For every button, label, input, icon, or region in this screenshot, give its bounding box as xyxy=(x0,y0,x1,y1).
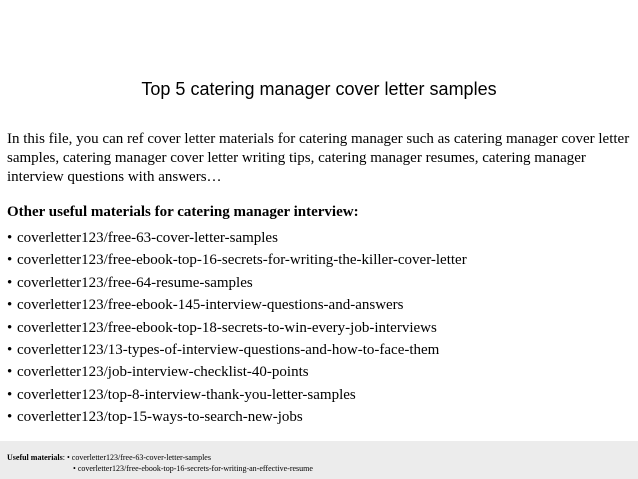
bullet-icon: • xyxy=(7,252,13,269)
footer-link[interactable]: coverletter123/free-63-cover-letter-samples xyxy=(71,453,211,462)
list-item[interactable] xyxy=(7,294,467,316)
footer-row xyxy=(7,452,211,463)
bullet-icon: • xyxy=(7,409,13,426)
page-title: Top 5 catering manager cover letter samples xyxy=(141,79,497,99)
intro-paragraph: In this file, you can ref cover letter materials for catering manager such as catering manager cover letter samples, catering manager cover letter writing tips, catering manager resumes, catering manager interview questions with answers… xyxy=(7,131,630,185)
material-link[interactable]: coverletter123/13-types-of-interview-questions-and-how-to-face-them xyxy=(17,341,440,358)
material-link[interactable]: coverletter123/free-ebook-145-interview-questions-and-answers xyxy=(17,297,404,314)
bullet-icon: • xyxy=(7,297,13,314)
list-item[interactable] xyxy=(7,227,467,249)
list-item[interactable] xyxy=(7,339,467,361)
list-item[interactable] xyxy=(7,249,467,271)
footer-label: Useful materials xyxy=(7,453,63,462)
list-item[interactable] xyxy=(7,317,467,339)
list-item[interactable] xyxy=(7,272,467,294)
bullet-icon: • xyxy=(7,386,13,403)
footer-separator: : • xyxy=(62,453,72,462)
bullet-icon: • xyxy=(7,341,13,358)
footer-row xyxy=(73,463,313,474)
list-item[interactable] xyxy=(7,361,467,383)
materials-list xyxy=(7,227,467,429)
material-link[interactable]: coverletter123/job-interview-checklist-40-points xyxy=(17,364,309,381)
materials-heading: Other useful materials for catering manager interview: xyxy=(7,204,359,220)
bullet-icon: • xyxy=(7,319,13,336)
footer-link[interactable]: coverletter123/free-ebook-top-16-secrets-for-writing-an-effective-resume xyxy=(77,464,313,473)
footer-bar xyxy=(0,441,638,479)
bullet-icon: • xyxy=(7,274,13,291)
bullet-icon: • xyxy=(7,230,13,246)
bullet-icon: • xyxy=(7,364,13,381)
material-link[interactable]: coverletter123/top-8-interview-thank-you-letter-samples xyxy=(17,386,356,403)
material-link[interactable]: coverletter123/free-64-resume-samples xyxy=(17,274,253,291)
footer-bullet: • xyxy=(73,464,78,473)
material-link[interactable]: coverletter123/free-63-cover-letter-samples xyxy=(17,230,278,246)
list-item[interactable] xyxy=(7,406,467,428)
material-link[interactable]: coverletter123/free-ebook-top-18-secrets-to-win-every-job-interviews xyxy=(17,319,437,336)
material-link[interactable]: coverletter123/free-ebook-top-16-secrets-for-writing-the-killer-cover-letter xyxy=(17,252,467,269)
material-link[interactable]: coverletter123/top-15-ways-to-search-new-jobs xyxy=(17,409,303,426)
list-item[interactable] xyxy=(7,384,467,406)
